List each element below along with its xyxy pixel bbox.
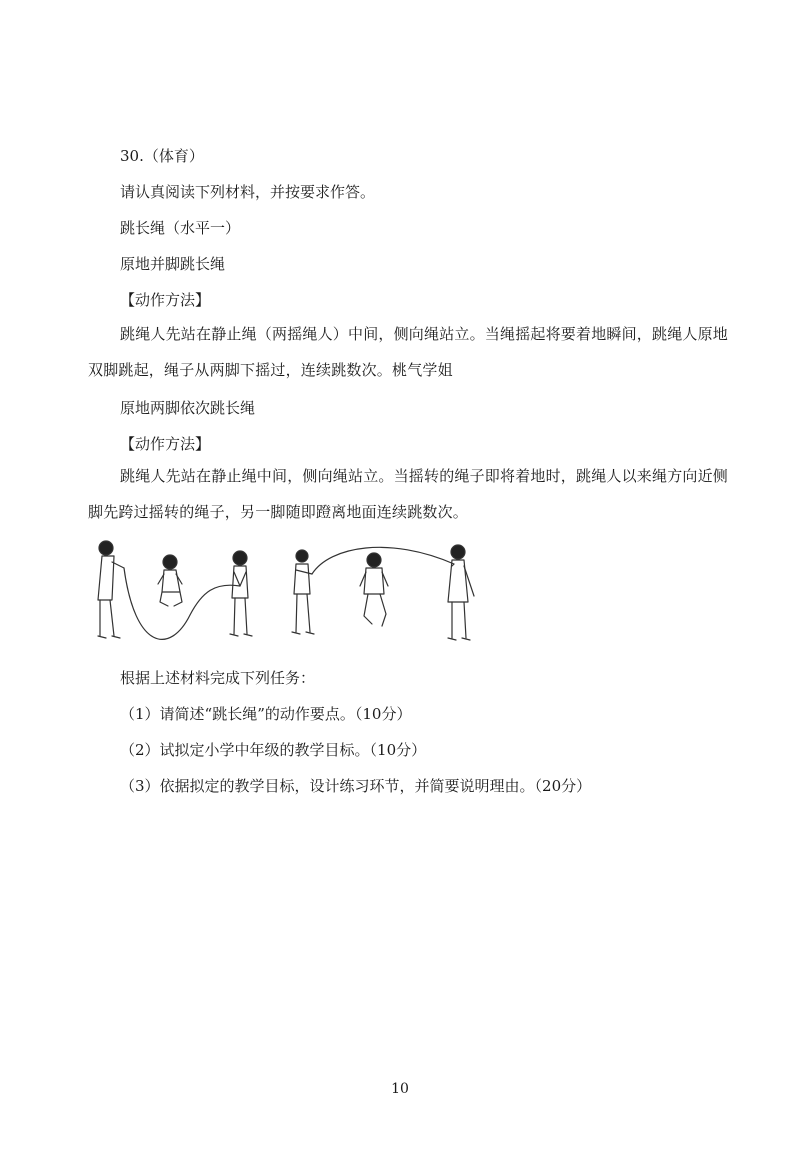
section1-title: 原地并脚跳长绳 — [120, 255, 226, 273]
rope-scene-1 — [124, 568, 240, 639]
section1-method-text: 跳绳人先站在静止绳（两摇绳人）中间，侧向绳站立。当绳摇起将要着地瞬间，跳绳人原地双脚跳起，绳子从两脚下摇过，连续跳数次。桃气学姐 — [88, 325, 729, 379]
task-intro: 根据上述材料完成下列任务： — [120, 669, 316, 687]
page-number: 10 — [391, 1081, 409, 1097]
question-number-title: 30.（体育） — [120, 147, 204, 165]
topic-title: 跳长绳（水平一） — [120, 219, 241, 237]
jump-rope-illustration — [90, 540, 490, 652]
section2-method-text: 跳绳人先站在静止绳中间，侧向绳站立。当摇转的绳子即将着地时，跳绳人以来绳方向近侧脚先跨过摇转的绳子，另一脚随即蹬离地面连续跳数次。 — [88, 467, 729, 521]
rope-scene-2 — [312, 547, 454, 574]
question-instruction: 请认真阅读下列材料，并按要求作答。 — [120, 183, 376, 201]
section2-title: 原地两脚依次跳长绳 — [120, 399, 256, 417]
task-3: （3）依据拟定的教学目标，设计练习环节，并简要说明理由。（20分） — [120, 777, 592, 795]
task-2: （2）试拟定小学中年级的教学目标。（10分） — [120, 741, 427, 759]
task-1: （1）请简述“跳长绳”的动作要点。（10分） — [120, 705, 412, 723]
section2-method-label: 【动作方法】 — [120, 435, 211, 453]
section1-method-label: 【动作方法】 — [120, 291, 211, 309]
